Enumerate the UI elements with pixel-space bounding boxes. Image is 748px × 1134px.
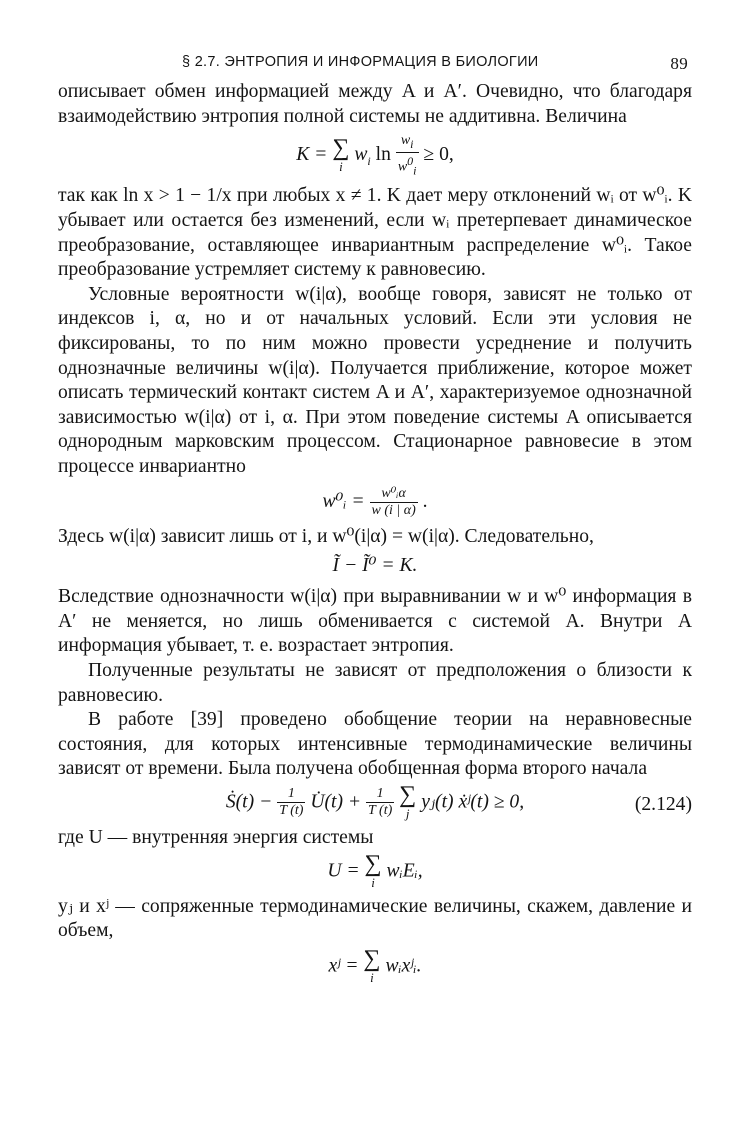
- equation-number: (2.124): [634, 793, 692, 815]
- paragraph-3: Условные вероятности w(i|α), вообще говоря, зависят не только от индексов i, α, но и от начальных условий. Если эти условия не фиксированы, то по ним можно провести усреднение и получить однозначные величины w(i|α). Получается приближение, которое может описать термический контакт систем A и A′, характеризуемое однозначной зависимостью w(i|α) от i, α. При этом поведение системы A описывается однородным марковским процессом. Стационарное равновесие в этом процессе инвариантно: [58, 283, 692, 477]
- paragraph-4: Здесь w(i|α) зависит лишь от i, и w⁰(i|α) = w(i|α). Следовательно,: [58, 525, 594, 547]
- equation-second-law: Ṡ(t) − $\frac{1}{T (t)}$ U̇(t) + $\frac{1}{T (t)}$ ∑ j yⱼ(t) ẋʲ(t) ≥ 0, (2.124): [225, 781, 692, 821]
- equation-stationary: w⁰ᵢ = $\frac{\text{w⁰ᵢα}}{w (i | \alpha)}$ .: [322, 485, 428, 518]
- equation-internal-energy: U = ∑ i wᵢEᵢ,: [327, 850, 423, 890]
- running-header: [58, 50, 692, 80]
- paragraph-7: В работе [39] проведено обобщение теории на неравновесные состояния, для которых интенсивные термодинамические величины зависят от времени. Была получена обобщенная форма второго начала: [58, 709, 692, 780]
- document-page: [58, 50, 692, 986]
- paragraph-5: Вследствие однозначности w(i|α) при выравнивании w и w⁰ информация в A′ не меняется, но лишь обменивается с системой A. Внутри A информация убывает, т. е. возрастает энтропия.: [58, 586, 692, 657]
- paragraph-8: где U — внутренняя энергия системы: [58, 826, 374, 848]
- equation-information: Ĩ − Ĩ⁰ = K.: [332, 555, 418, 577]
- paragraph-2: так как ln x > 1 − 1/x при любых x ≠ 1. K дает меру отклонений wᵢ от w⁰ᵢ. K убывает или остается без изменений, если wᵢ претерпевает динамическое преобразование, оставляющее инвариантным распределение w⁰ᵢ. Такое преобразование устремляет систему к равновесию.: [58, 185, 692, 281]
- page-number: 89: [670, 54, 688, 73]
- paragraph-6: Полученные результаты не зависят от предположения о близости к равновесию.: [58, 659, 692, 706]
- equation-K: K = ∑ i $w_i$ ln $\frac{w_i}{w^0_i}$ ≥ 0,: [296, 133, 454, 178]
- paragraph-9: yⱼ и xʲ — сопряженные термодинамические величины, скажем, давление и объем,: [58, 895, 692, 942]
- equation-conjugate: xʲ = ∑ i wᵢxʲᵢ.: [328, 945, 422, 985]
- paragraph-1: описывает обмен информацией между A и A′. Очевидно, что благодаря взаимодействию энтропия полной системы не аддитивна. Величина: [58, 81, 692, 127]
- header-title: § 2.7. ЭНТРОПИЯ И ИНФОРМАЦИЯ В БИОЛОГИИ: [182, 54, 539, 70]
